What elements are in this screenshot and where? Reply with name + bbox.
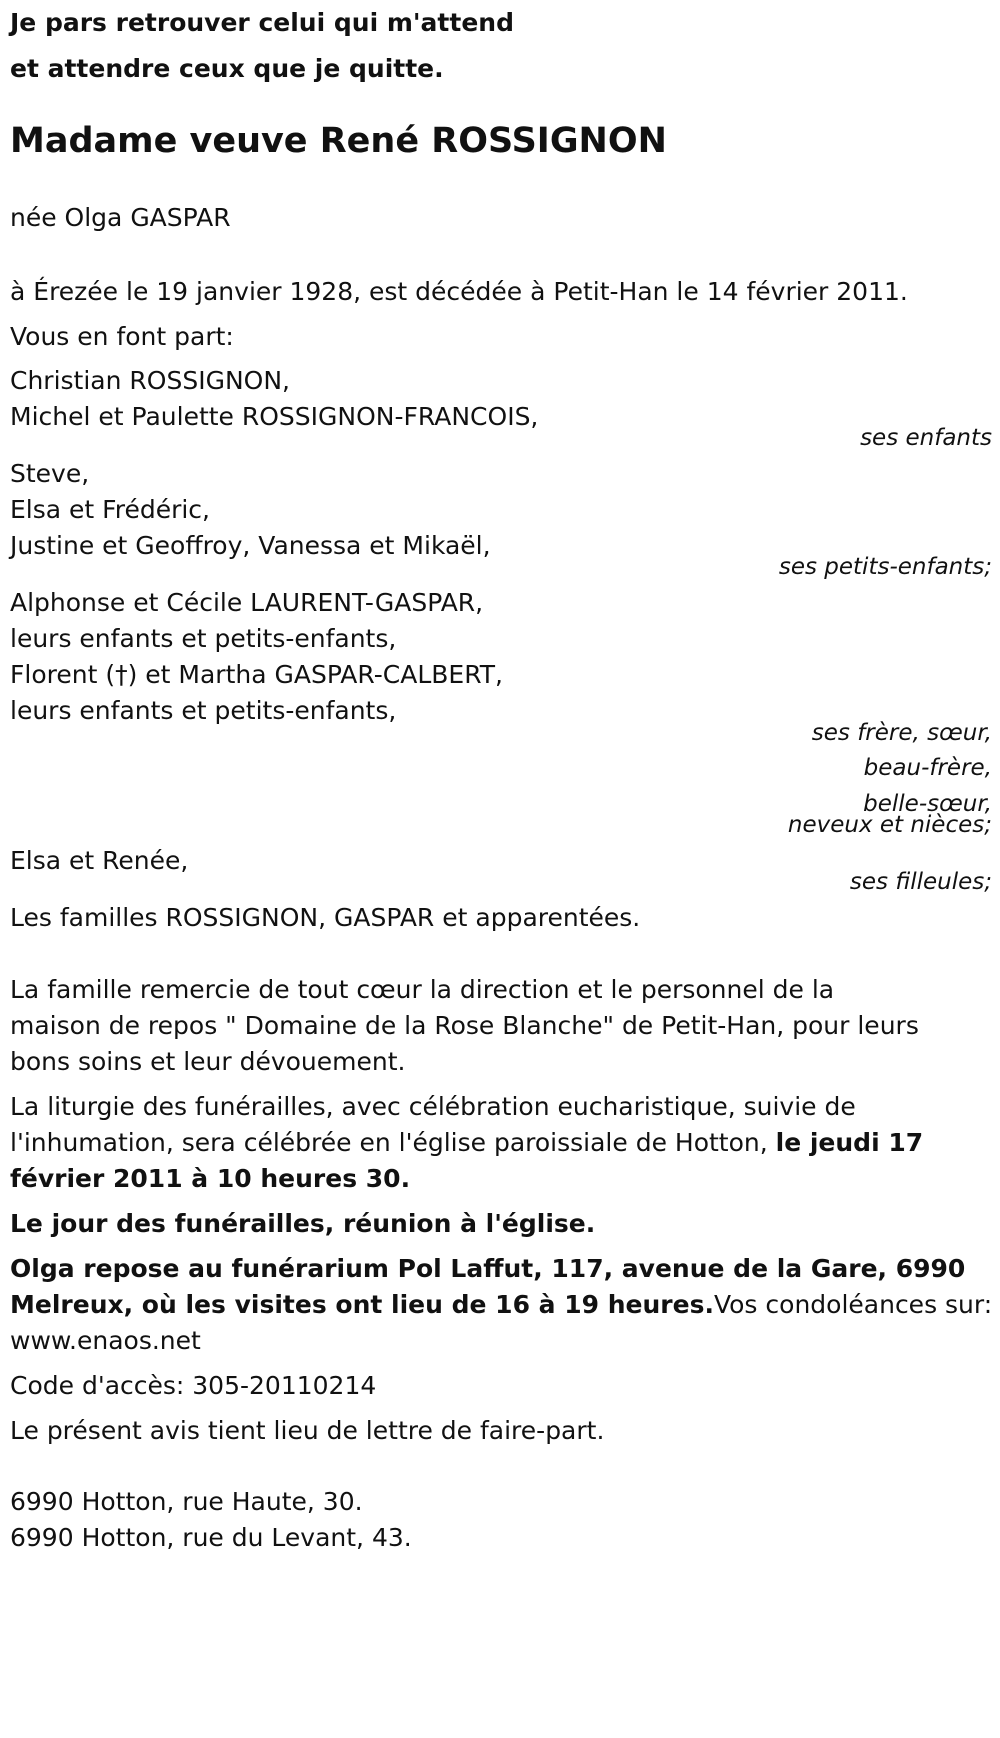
cross-icon: † <box>115 660 128 689</box>
grandchild-line-3: Justine et Geoffroy, Vanessa et Mikaël, <box>10 531 491 560</box>
siblings-label-4: neveux et nièces; <box>787 812 992 838</box>
repose-line-2 <box>10 1290 992 1320</box>
funeral-date-part-2: février 2011 à 10 heures 30. <box>10 1164 411 1193</box>
sibling-line-2: leurs enfants et petits-enfants, <box>10 624 397 653</box>
liturgy-line-2 <box>10 1128 923 1158</box>
access-code: Code d'accès: 305-20110214 <box>10 1371 377 1400</box>
siblings-label-1: ses frère, sœur, <box>811 720 992 746</box>
condolences-website: www.enaos.net <box>10 1326 201 1355</box>
deceased-name-title: Madame veuve René ROSSIGNON <box>10 121 667 161</box>
notice-line: Le présent avis tient lieu de lettre de faire-part. <box>10 1416 605 1445</box>
grandchildren-label: ses petits-enfants; <box>778 554 992 580</box>
siblings-label-3: belle-sœur, <box>863 791 992 817</box>
families-line: Les familles ROSSIGNON, GASPAR et apparentées. <box>10 903 641 932</box>
maiden-name: née Olga GASPAR <box>10 203 231 232</box>
grandchild-line-1: Steve, <box>10 459 90 488</box>
address-line-1: 6990 Hotton, rue Haute, 30. <box>10 1487 363 1516</box>
thanks-line-3: bons soins et leur dévouement. <box>10 1047 406 1076</box>
intro-line: Vous en font part: <box>10 322 234 351</box>
repose-line-1: Olga repose au funérarium Pol Laffut, 117, avenue de la Gare, 6990 <box>10 1254 966 1283</box>
epigraph-line-1: Je pars retrouver celui qui m'attend <box>10 8 514 37</box>
birth-death-line: à Érezée le 19 janvier 1928, est décédée à Petit-Han le 14 février 2011. <box>10 277 908 306</box>
address-line-2: 6990 Hotton, rue du Levant, 43. <box>10 1523 412 1552</box>
liturgy-line-2-text: l'inhumation, sera célébrée en l'église paroissiale de Hotton, <box>10 1128 776 1157</box>
sibling-line-3-post: ) et Martha GASPAR-CALBERT, <box>127 660 503 689</box>
child-line-2: Michel et Paulette ROSSIGNON-FRANCOIS, <box>10 402 539 431</box>
reunion-line: Le jour des funérailles, réunion à l'église. <box>10 1209 596 1238</box>
goddaughters-label: ses filleules; <box>849 869 992 895</box>
sibling-line-1: Alphonse et Cécile LAURENT-GASPAR, <box>10 588 484 617</box>
siblings-label-2: beau-frère, <box>863 755 992 781</box>
condolences-text: Vos condoléances sur: <box>713 1290 993 1319</box>
funeral-date-part-1: le jeudi 17 <box>775 1128 924 1157</box>
repose-line-2-bold: Melreux, où les visites ont lieu de 16 à 19 heures. <box>10 1290 714 1319</box>
grandchild-line-2: Elsa et Frédéric, <box>10 495 210 524</box>
child-line-1: Christian ROSSIGNON, <box>10 366 290 395</box>
epigraph-line-2: et attendre ceux que je quitte. <box>10 54 444 83</box>
goddaughters-line: Elsa et Renée, <box>10 846 189 875</box>
sibling-line-3-pre: Florent ( <box>10 660 116 689</box>
liturgy-line-1: La liturgie des funérailles, avec célébration eucharistique, suivie de <box>10 1092 856 1121</box>
thanks-line-1: La famille remercie de tout cœur la direction et le personnel de la <box>10 975 835 1004</box>
sibling-line-3 <box>10 660 503 690</box>
thanks-line-2: maison de repos " Domaine de la Rose Blanche" de Petit-Han, pour leurs <box>10 1011 919 1040</box>
children-label: ses enfants <box>860 425 992 451</box>
sibling-line-4: leurs enfants et petits-enfants, <box>10 696 397 725</box>
